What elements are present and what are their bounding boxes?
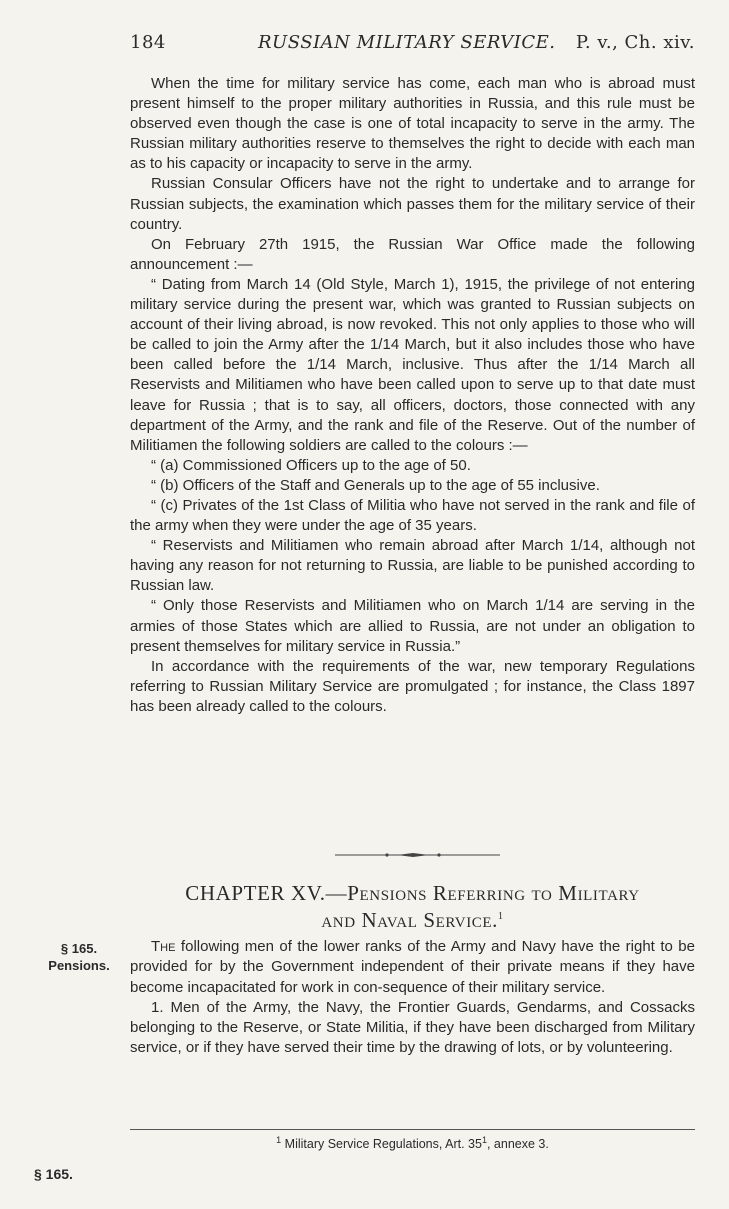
list-item: “ (c) Privates of the 1st Class of Militia who have not served in the rank and file of the army when they were under the age of 35 years. — [130, 496, 695, 535]
paragraph — [130, 937, 695, 998]
footnote-text: Military Service Regulations, Art. 35 — [284, 1137, 482, 1151]
chapter-reference: P. v., Ch. xiv. — [575, 32, 695, 53]
chapter-title-continued: and Naval Service. — [321, 908, 499, 932]
paragraph: 1. Men of the Army, the Navy, the Frontier Guards, Gendarms, and Cossacks belonging to the Reserve, or State Militia, if they have been discharged from Military service, or if they have served their time by the drawing of lots, or by volunteering. — [130, 998, 695, 1057]
footnote-text-end: , annexe 3. — [486, 1137, 549, 1151]
chapter-title: Pensions Referring to Military — [347, 881, 640, 905]
margin-section-number: § 165. — [60, 941, 98, 956]
footnote-rule — [130, 1129, 695, 1130]
running-header — [130, 32, 695, 58]
bottom-section-mark: § 165. — [34, 1166, 73, 1182]
footnote-marker: 1 — [498, 911, 504, 922]
section-divider-ornament — [335, 853, 500, 857]
paragraph-lead-word: The — [151, 938, 176, 955]
margin-label: Pensions. — [48, 958, 110, 973]
chapter-heading-line2 — [130, 907, 695, 934]
paragraph: In accordance with the requirements of the war, new temporary Regulations referring to Russian Military Service are promulgated ; for instance, the Class 1897 has been already called to the colours. — [130, 657, 695, 715]
paragraph: Russian Consular Officers have not the right to undertake and to arrange for Russian subjects, the examination which passes them for the military service of their country. — [130, 175, 695, 233]
margin-note — [34, 940, 124, 974]
list-item: “ (a) Commissioned Officers up to the age of 50. — [151, 456, 471, 474]
paragraph: On February 27th 1915, the Russian War Office made the following announcement :— — [130, 235, 695, 273]
chapter-number: CHAPTER XV.— — [185, 881, 348, 905]
body-text — [130, 74, 695, 717]
page-number: 184 — [130, 32, 166, 53]
chapter-heading — [130, 880, 695, 934]
quoted-paragraph: “ Reservists and Militiamen who remain abroad after March 1/14, although not having any reason for not returning to Russia, are liable to be punished according to Russian law. — [130, 537, 695, 595]
footnote — [130, 1134, 695, 1151]
list-item: “ (b) Officers of the Staff and Generals up to the age of 55 inclusive. — [151, 476, 600, 494]
paragraph-text: following men of the lower ranks of the Army and Navy have the right to be provided for by the Government independent of their private means if they have become incapacitated for work in con-sequence of their military service. — [130, 938, 695, 996]
chapter-heading-line1 — [130, 880, 695, 907]
paragraph: When the time for military service has come, each man who is abroad must present himself to the proper military authorities in Russia, and this rule must be observed even though the case is one of total incapacity to serve in the army. The Russian military authorities reserve to themselves the right to decide with each man as to his capacity or incapacity to serve in the army. — [130, 75, 695, 173]
quoted-paragraph: “ Only those Reservists and Militiamen who on March 1/14 are serving in the armies of those States which are allied to Russia, are not under an obligation to present themselves for military service in Russia.” — [130, 597, 695, 655]
footnote-article-sup: 1 — [481, 1134, 487, 1145]
running-title: RUSSIAN MILITARY SERVICE. — [258, 32, 556, 53]
quoted-paragraph: “ Dating from March 14 (Old Style, March 1), 1915, the privilege of not entering military service during the present war, which was granted to Russian subjects on account of their living abroad, is now revoked. This not only applies to those who will be called to join the Army after the 1/14 March, but it also includes those who have been called before the 1/14 March, inclusive. Thus after the 1/14 March all Reservists and Militiamen who have been called upon to serve up to that date must leave for Russia ; that is to say, all officers, doctors, those connected with any department of the Army, and the rank and file of the Reserve. Out of the number of Militiamen the following soldiers are called to the colours :— — [130, 275, 695, 454]
footnote-number: 1 — [276, 1134, 282, 1145]
chapter-body-text — [130, 937, 695, 1059]
